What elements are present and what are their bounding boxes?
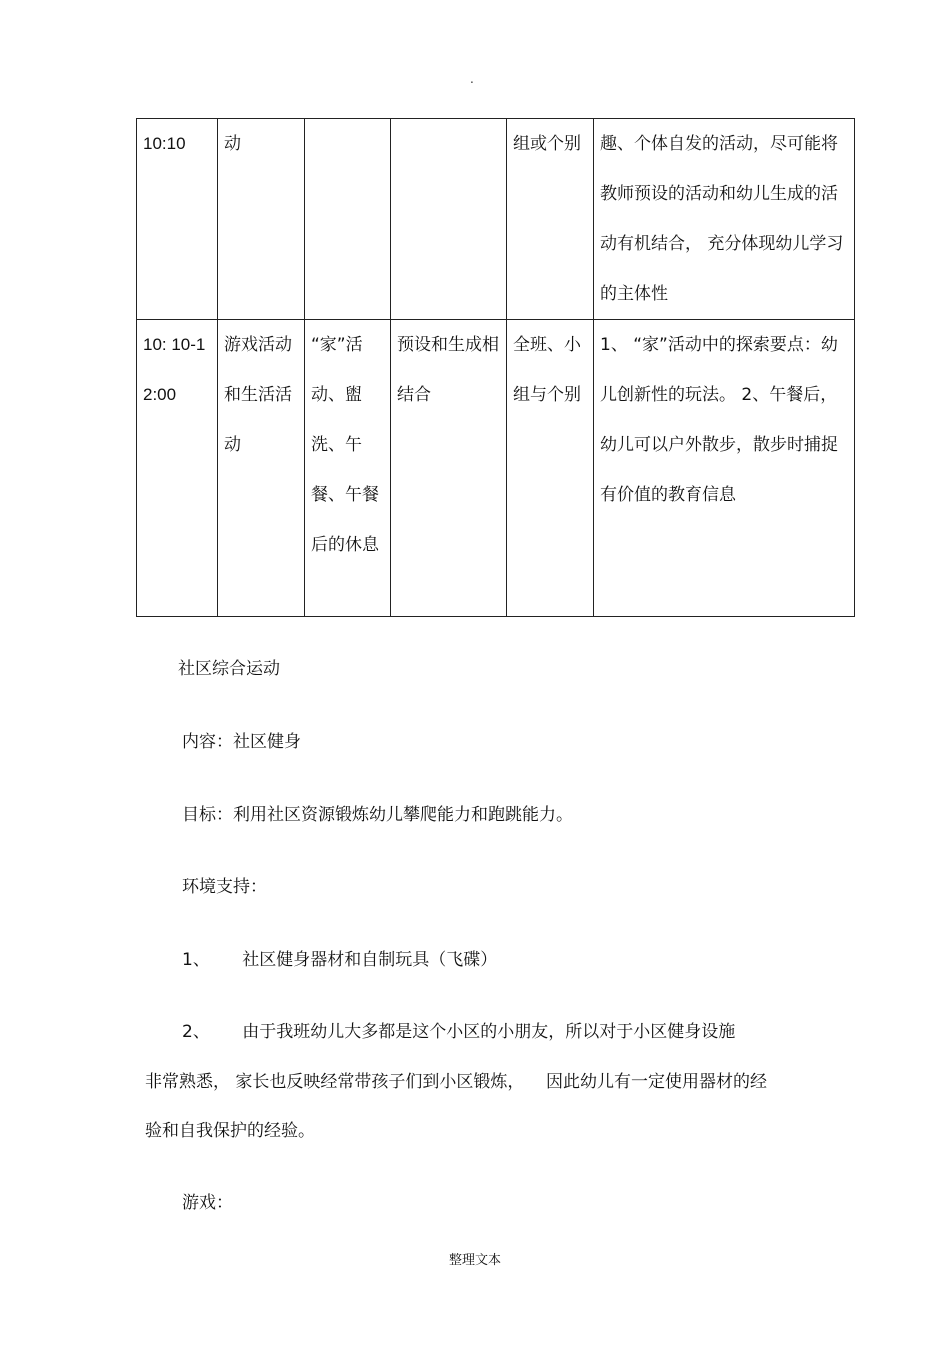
table-row	[137, 320, 855, 617]
goal-line: 目标：利用社区资源锻炼幼儿攀爬能力和跑跳能力。	[182, 805, 573, 825]
activity-cell: 游戏活动和生活活动	[218, 320, 305, 617]
activity-cell: 动	[218, 119, 305, 320]
time-cell: 10:10	[137, 119, 218, 320]
page-footer: 整理文本	[448, 1253, 501, 1268]
content-cell	[305, 119, 391, 320]
content-cell: “家”活动、盥洗、午餐、午餐后的休息	[305, 320, 391, 617]
header-mark: .	[470, 72, 474, 86]
support-item-2-line-3: 验和自我保护的经验。	[145, 1121, 315, 1141]
support-item-1: 1、 社区健身器材和自制玩具（飞碟）	[182, 950, 498, 970]
game-heading: 游戏：	[182, 1193, 233, 1213]
notes-cell: 趣、个体自发的活动，尽可能将教师预设的活动和幼儿生成的活动有机结合， 充分体现幼儿学习的主体性	[594, 119, 855, 320]
section-title: 社区综合运动	[178, 659, 280, 679]
content-line: 内容：社区健身	[182, 732, 301, 752]
table-row	[137, 119, 855, 320]
time-cell: 10: 10-12:00	[137, 320, 218, 617]
schedule-table	[136, 118, 855, 617]
notes-cell: 1、 “家”活动中的探索要点：幼儿创新性的玩法。 2、午餐后，幼儿可以户外散步，散步时捕捉有价值的教育信息	[594, 320, 855, 617]
method-cell: 预设和生成相结合	[391, 320, 507, 617]
organization-cell: 全班、小组与个别	[507, 320, 594, 617]
environment-heading: 环境支持：	[182, 877, 267, 897]
support-item-2-line-2: 非常熟悉， 家长也反映经常带孩子们到小区锻炼， 因此幼儿有一定使用器材的经	[145, 1072, 768, 1092]
support-item-2-line-1: 2、 由于我班幼儿大多都是这个小区的小朋友，所以对于小区健身设施	[182, 1022, 736, 1042]
method-cell	[391, 119, 507, 320]
organization-cell: 组或个别	[507, 119, 594, 320]
